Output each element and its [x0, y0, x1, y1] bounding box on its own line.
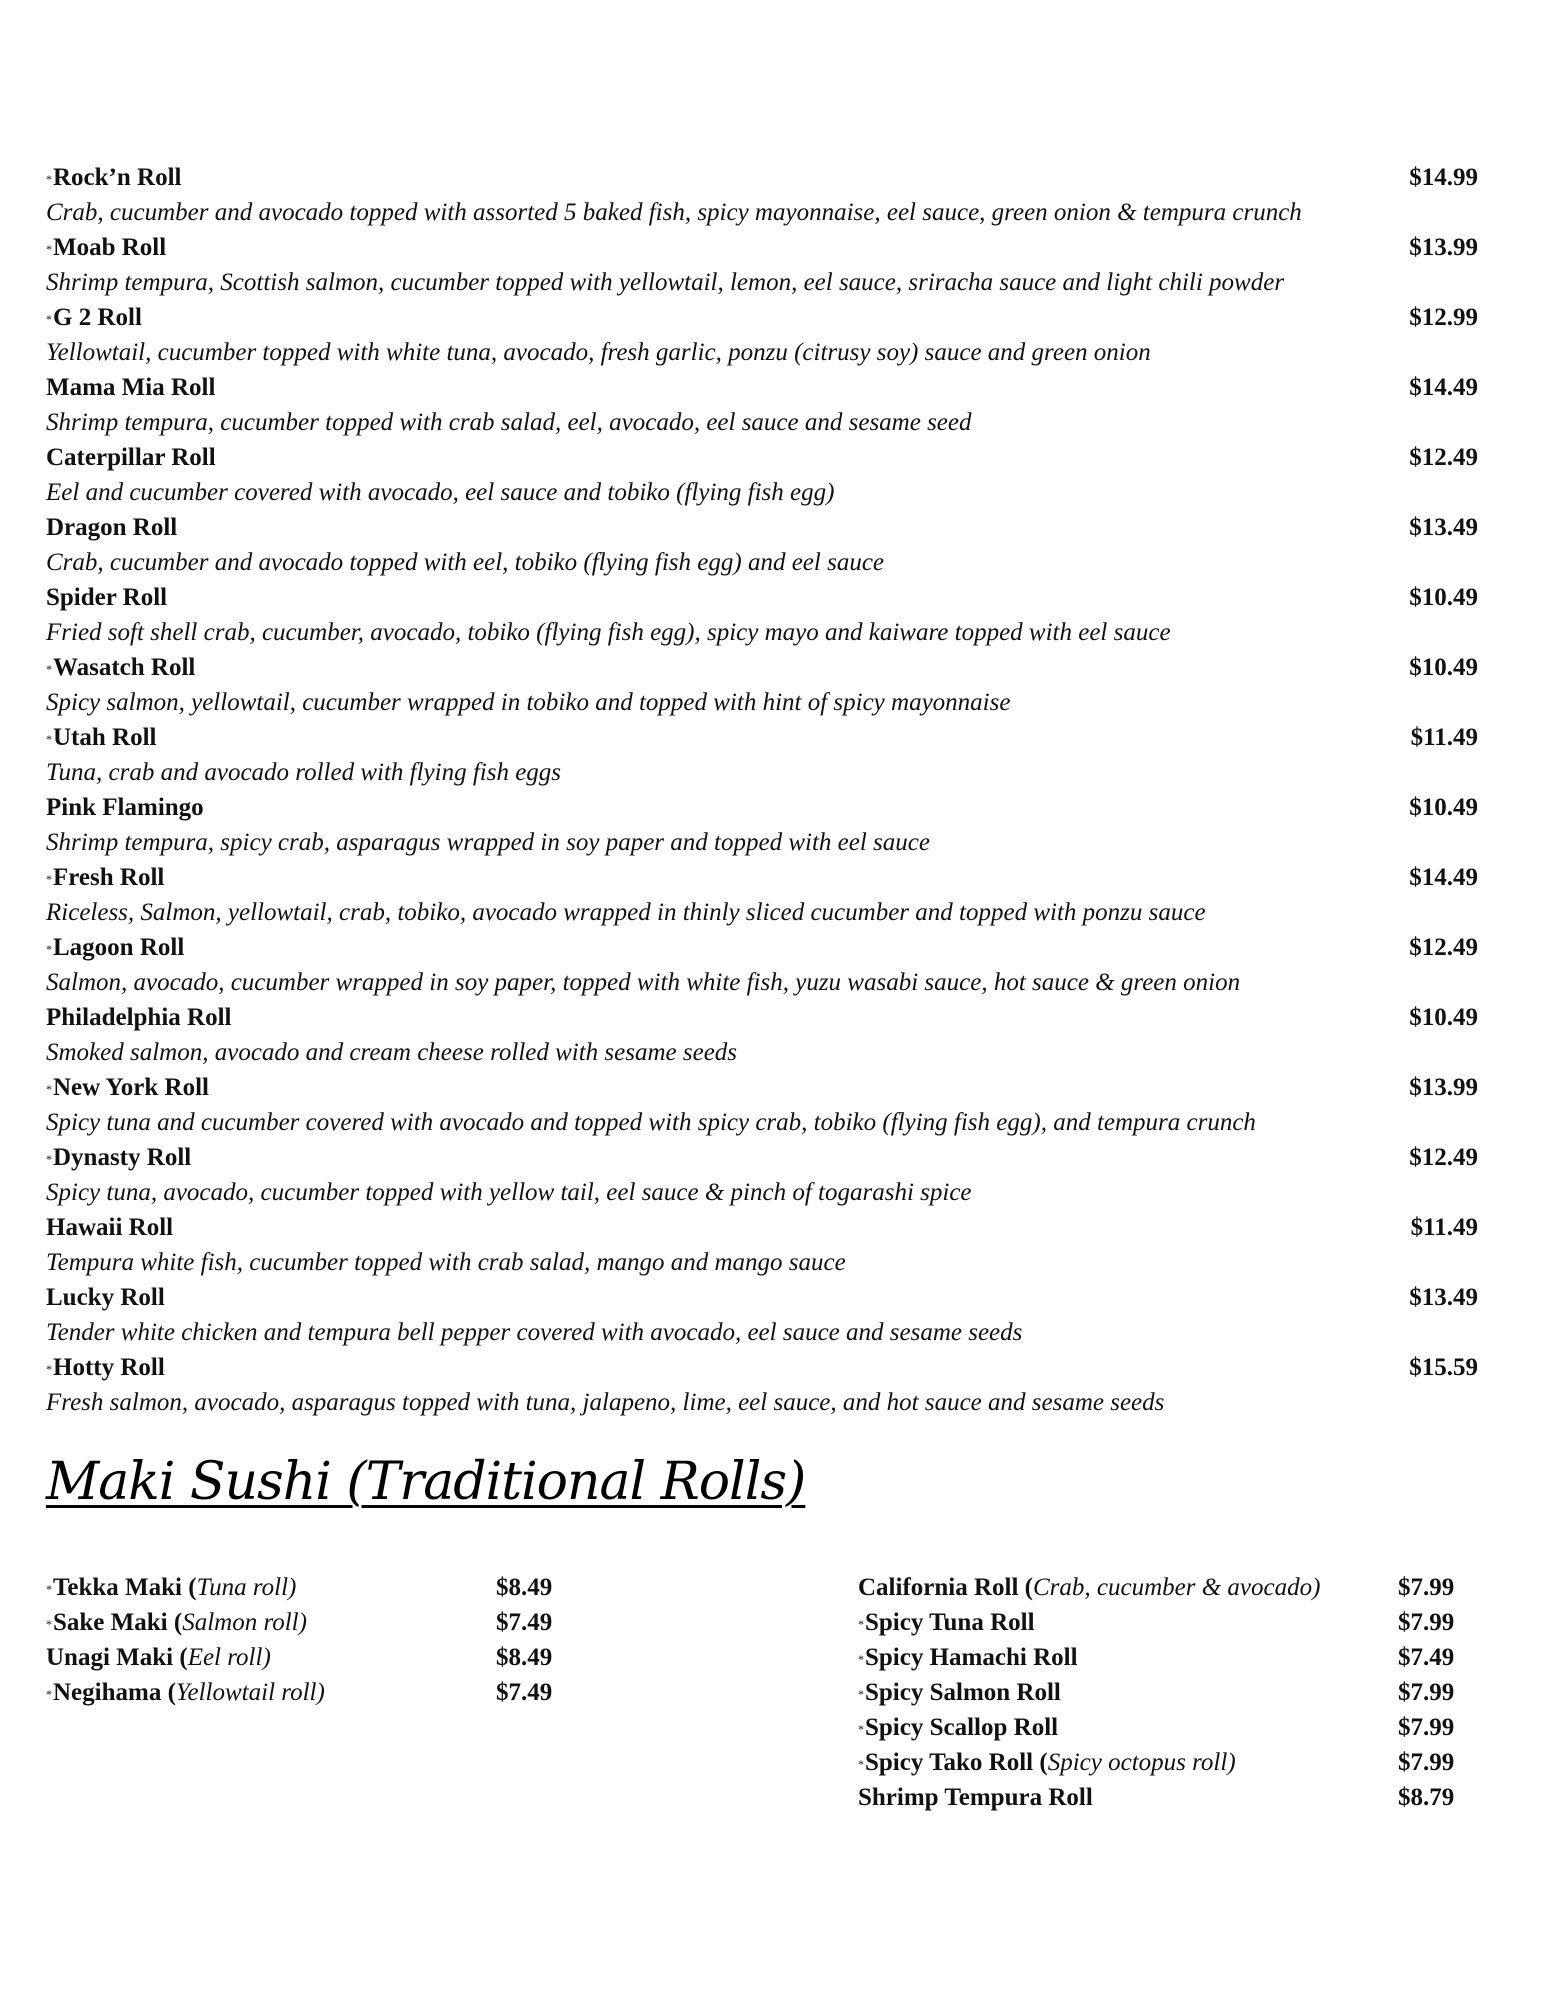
maki-item	[858, 1675, 1466, 1710]
menu-item-header	[46, 230, 1478, 265]
menu-item-description: Fried soft shell crab, cucumber, avocado, tobiko (flying fish egg), spicy mayo and kaiware topped with eel sauce	[46, 619, 1171, 646]
menu-item-price: $14.49	[1409, 374, 1478, 401]
star-marker: *	[46, 941, 52, 956]
menu-item	[46, 160, 1478, 230]
menu-item-description: Shrimp tempura, Scottish salmon, cucumber topped with yellowtail, lemon, eel sauce, sriracha sauce and light chili powder	[46, 269, 1285, 296]
star-marker: *	[858, 1686, 864, 1701]
menu-item-name-text: Dragon Roll	[46, 514, 178, 541]
menu-item-description: Eel and cucumber covered with avocado, eel sauce and tobiko (flying fish egg)	[46, 479, 835, 506]
menu-item-description: Yellowtail, cucumber topped with white tuna, avocado, fresh garlic, ponzu (citrusy soy) sauce and green onion	[46, 339, 1151, 366]
menu-item-name-text: Wasatch Roll	[53, 654, 196, 681]
menu-item-description: Crab, cucumber and avocado topped with assorted 5 baked fish, spicy mayonnaise, eel sauce, green onion & tempura crunch	[46, 199, 1302, 226]
maki-item-name: Tekka Maki	[53, 1574, 182, 1601]
menu-item	[46, 1070, 1478, 1140]
maki-item-label	[858, 1710, 1398, 1745]
menu-item-name	[46, 510, 177, 545]
menu-item-header	[46, 440, 1478, 475]
menu-item	[46, 930, 1478, 1000]
menu-item-header	[46, 930, 1478, 965]
star-marker: *	[858, 1651, 864, 1666]
menu-item-name	[46, 230, 166, 265]
menu-item-price: $14.99	[1409, 164, 1478, 191]
menu-item-name	[46, 1350, 165, 1385]
star-marker: *	[858, 1616, 864, 1631]
menu-item-description: Smoked salmon, avocado and cream cheese rolled with sesame seeds	[46, 1039, 738, 1066]
menu-item-name-text: G 2 Roll	[53, 304, 142, 331]
menu-item-header	[46, 1280, 1478, 1315]
menu-item-description: Tender white chicken and tempura bell pepper covered with avocado, eel sauce and sesame seeds	[46, 1319, 1023, 1346]
star-marker: *	[46, 1151, 52, 1166]
maki-item	[858, 1710, 1466, 1745]
menu-item-header	[46, 160, 1478, 195]
maki-list-right	[858, 1570, 1466, 1815]
menu-item-description: Salmon, avocado, cucumber wrapped in soy paper, topped with white fish, yuzu wasabi sauce, hot sauce & green onion	[46, 969, 1241, 996]
menu-item-price: $10.49	[1409, 654, 1478, 681]
menu-item-name-text: New York Roll	[53, 1074, 210, 1101]
menu-item-price: $12.99	[1409, 304, 1478, 331]
menu-item	[46, 1140, 1478, 1210]
maki-item	[46, 1605, 566, 1640]
menu-item-description: Spicy tuna, avocado, cucumber topped with yellow tail, eel sauce & pinch of togarashi spice	[46, 1179, 972, 1206]
menu-item-name-text: Hotty Roll	[53, 1354, 165, 1381]
menu-item	[46, 1210, 1478, 1280]
maki-item	[46, 1570, 566, 1605]
maki-item-name: Sake Maki	[53, 1609, 168, 1636]
menu-item-description: Shrimp tempura, cucumber topped with crab salad, eel, avocado, eel sauce and sesame seed	[46, 409, 972, 436]
maki-item-name: Negihama	[53, 1679, 162, 1706]
menu-item-name	[46, 930, 184, 965]
menu-item-header	[46, 300, 1478, 335]
menu-item-header	[46, 1350, 1478, 1385]
menu-item-name-text: Lagoon Roll	[53, 934, 185, 961]
maki-item-label	[858, 1605, 1398, 1640]
maki-item-name: Unagi Maki	[46, 1644, 174, 1671]
menu-item	[46, 650, 1478, 720]
menu-item-price: $10.49	[1409, 584, 1478, 611]
menu-item-name	[46, 1140, 191, 1175]
menu-item-name-text: Philadelphia Roll	[46, 1004, 232, 1031]
menu-item-description: Tuna, crab and avocado rolled with flying fish eggs	[46, 759, 562, 786]
maki-item-label	[858, 1640, 1398, 1675]
maki-item-price: $7.99	[1398, 1609, 1455, 1636]
menu-item	[46, 1350, 1478, 1420]
maki-item-name: Spicy Salmon Roll	[865, 1679, 1061, 1706]
maki-item-name: California Roll	[858, 1574, 1019, 1601]
maki-item-note: Yellowtail roll	[175, 1679, 317, 1706]
menu-item	[46, 510, 1478, 580]
star-marker: *	[46, 731, 52, 746]
menu-item-name	[46, 790, 204, 825]
maki-item-price: $7.99	[1398, 1749, 1455, 1776]
maki-item-name: Shrimp Tempura Roll	[858, 1784, 1093, 1811]
maki-item-label: *Sake Maki (Salmon roll)	[46, 1609, 307, 1636]
menu-item-price: $10.49	[1409, 794, 1478, 821]
menu-item-price: $10.49	[1409, 1004, 1478, 1031]
menu-item-name-text: Pink Flamingo	[46, 794, 204, 821]
star-marker: *	[46, 1081, 52, 1096]
menu-item-name-text: Moab Roll	[53, 234, 167, 261]
menu-item-name	[46, 860, 164, 895]
menu-item	[46, 370, 1478, 440]
maki-item	[858, 1570, 1466, 1605]
menu-item-name-text: Spider Roll	[46, 584, 168, 611]
maki-item-price: $7.99	[1398, 1574, 1455, 1601]
menu-item	[46, 790, 1478, 860]
menu-item	[46, 440, 1478, 510]
maki-item-price: $7.99	[1398, 1714, 1455, 1741]
menu-item-header	[46, 720, 1478, 755]
menu-item-name	[46, 160, 181, 195]
maki-item-note: Tuna roll	[196, 1574, 289, 1601]
star-marker: *	[46, 661, 52, 676]
menu-item	[46, 1280, 1478, 1350]
menu-item-price: $13.49	[1409, 514, 1478, 541]
maki-item	[46, 1675, 566, 1710]
star-marker: *	[858, 1756, 864, 1771]
menu-item-description: Riceless, Salmon, yellowtail, crab, tobiko, avocado wrapped in thinly sliced cucumber and topped with ponzu sauce	[46, 899, 1206, 926]
menu-item-name	[46, 1000, 231, 1035]
maki-item-label	[858, 1780, 1398, 1815]
star-marker: *	[46, 241, 52, 256]
menu-item-header	[46, 1140, 1478, 1175]
maki-item-label: *Negihama (Yellowtail roll)	[46, 1679, 325, 1706]
menu-item-header	[46, 1070, 1478, 1105]
menu-item-header	[46, 860, 1478, 895]
maki-item-label: *Tekka Maki (Tuna roll)	[46, 1574, 297, 1601]
menu-item-name	[46, 1210, 173, 1245]
star-marker: *	[858, 1721, 864, 1736]
menu-item-price: $13.99	[1409, 234, 1478, 261]
menu-item-price: $12.49	[1409, 934, 1478, 961]
maki-item	[46, 1640, 566, 1675]
menu-item-name-text: Mama Mia Roll	[46, 374, 216, 401]
maki-item-label: *Spicy Tako Roll (Spicy octopus roll)	[858, 1749, 1236, 1776]
menu-item-price: $14.49	[1409, 864, 1478, 891]
menu-item	[46, 230, 1478, 300]
maki-item-price: $8.79	[1398, 1784, 1455, 1811]
maki-item-name: Spicy Hamachi Roll	[865, 1644, 1078, 1671]
maki-item-name: Spicy Tako Roll	[865, 1749, 1034, 1776]
menu-item-header	[46, 650, 1478, 685]
menu-item-name	[46, 720, 156, 755]
maki-item-price: $8.49	[496, 1644, 553, 1671]
menu-item-description: Shrimp tempura, spicy crab, asparagus wrapped in soy paper and topped with eel sauce	[46, 829, 930, 856]
menu-item-price: $13.49	[1409, 1284, 1478, 1311]
menu-item-name-text: Hawaii Roll	[46, 1214, 174, 1241]
menu-item-header	[46, 370, 1478, 405]
menu-item-description: Fresh salmon, avocado, asparagus topped with tuna, jalapeno, lime, eel sauce, and hot sauce and sesame seeds	[46, 1389, 1165, 1416]
menu-item-header	[46, 580, 1478, 615]
menu-item-description: Spicy tuna and cucumber covered with avocado and topped with spicy crab, tobiko (flying fish egg), and tempura crunch	[46, 1109, 1256, 1136]
menu-item-name-text: Caterpillar Roll	[46, 444, 216, 471]
maki-item-note: Spicy octopus roll	[1047, 1749, 1228, 1776]
maki-item-label: California Roll (Crab, cucumber & avocado)	[858, 1574, 1321, 1601]
menu-item-price: $13.99	[1409, 1074, 1478, 1101]
maki-item-price: $7.99	[1398, 1679, 1455, 1706]
star-marker: *	[46, 1616, 52, 1631]
menu-item-name	[46, 650, 195, 685]
menu-item-name	[46, 440, 216, 475]
menu-item-price: $11.49	[1410, 724, 1478, 751]
menu-item	[46, 860, 1478, 930]
menu-item-name	[46, 370, 215, 405]
star-marker: *	[46, 871, 52, 886]
menu-item-name-text: Utah Roll	[53, 724, 157, 751]
star-marker: *	[46, 311, 52, 326]
maki-item	[858, 1745, 1466, 1780]
menu-item	[46, 300, 1478, 370]
star-marker: *	[46, 1686, 52, 1701]
menu-item-header	[46, 1000, 1478, 1035]
maki-item-price: $7.49	[1398, 1644, 1455, 1671]
maki-item-note: Salmon roll	[182, 1609, 299, 1636]
maki-item-price: $7.49	[496, 1609, 553, 1636]
menu-item-header	[46, 790, 1478, 825]
maki-item-label: Unagi Maki (Eel roll)	[46, 1644, 271, 1671]
menu-item-name-text: Rock’n Roll	[53, 164, 182, 191]
star-marker: *	[46, 1361, 52, 1376]
maki-item-label	[858, 1675, 1398, 1710]
star-marker: *	[46, 1581, 52, 1596]
menu-item-name-text: Lucky Roll	[46, 1284, 165, 1311]
menu-item-price: $15.59	[1409, 1354, 1478, 1381]
menu-item	[46, 1000, 1478, 1070]
maki-item-price: $8.49	[496, 1574, 553, 1601]
menu-item-header	[46, 510, 1478, 545]
menu-item-description: Crab, cucumber and avocado topped with eel, tobiko (flying fish egg) and eel sauce	[46, 549, 885, 576]
maki-item-name: Spicy Scallop Roll	[865, 1714, 1059, 1741]
maki-section-title: Maki Sushi (Traditional Rolls)	[46, 1452, 806, 1512]
maki-list-left	[46, 1570, 566, 1710]
menu-item-price: $12.49	[1409, 1144, 1478, 1171]
menu-item-name-text: Dynasty Roll	[53, 1144, 192, 1171]
menu-item-name	[46, 1070, 209, 1105]
menu-item-name	[46, 300, 142, 335]
maki-item	[858, 1640, 1466, 1675]
menu-item	[46, 720, 1478, 790]
menu-item-price: $12.49	[1409, 444, 1478, 471]
menu-item-name	[46, 1280, 165, 1315]
menu-item	[46, 580, 1478, 650]
star-marker: *	[46, 171, 52, 186]
maki-item-note: Crab, cucumber & avocado	[1033, 1574, 1313, 1601]
maki-item-price: $7.49	[496, 1679, 553, 1706]
menu-item-header	[46, 1210, 1478, 1245]
menu-item-price: $11.49	[1410, 1214, 1478, 1241]
maki-item-note: Eel roll	[187, 1644, 263, 1671]
menu-item-description: Tempura white fish, cucumber topped with crab salad, mango and mango sauce	[46, 1249, 846, 1276]
menu-item-description: Spicy salmon, yellowtail, cucumber wrapped in tobiko and topped with hint of spicy mayonnaise	[46, 689, 1011, 716]
maki-item	[858, 1780, 1466, 1815]
maki-item-name: Spicy Tuna Roll	[865, 1609, 1035, 1636]
maki-item	[858, 1605, 1466, 1640]
menu-item-name	[46, 580, 167, 615]
specialty-rolls-list	[46, 160, 1478, 1420]
menu-item-name-text: Fresh Roll	[53, 864, 165, 891]
